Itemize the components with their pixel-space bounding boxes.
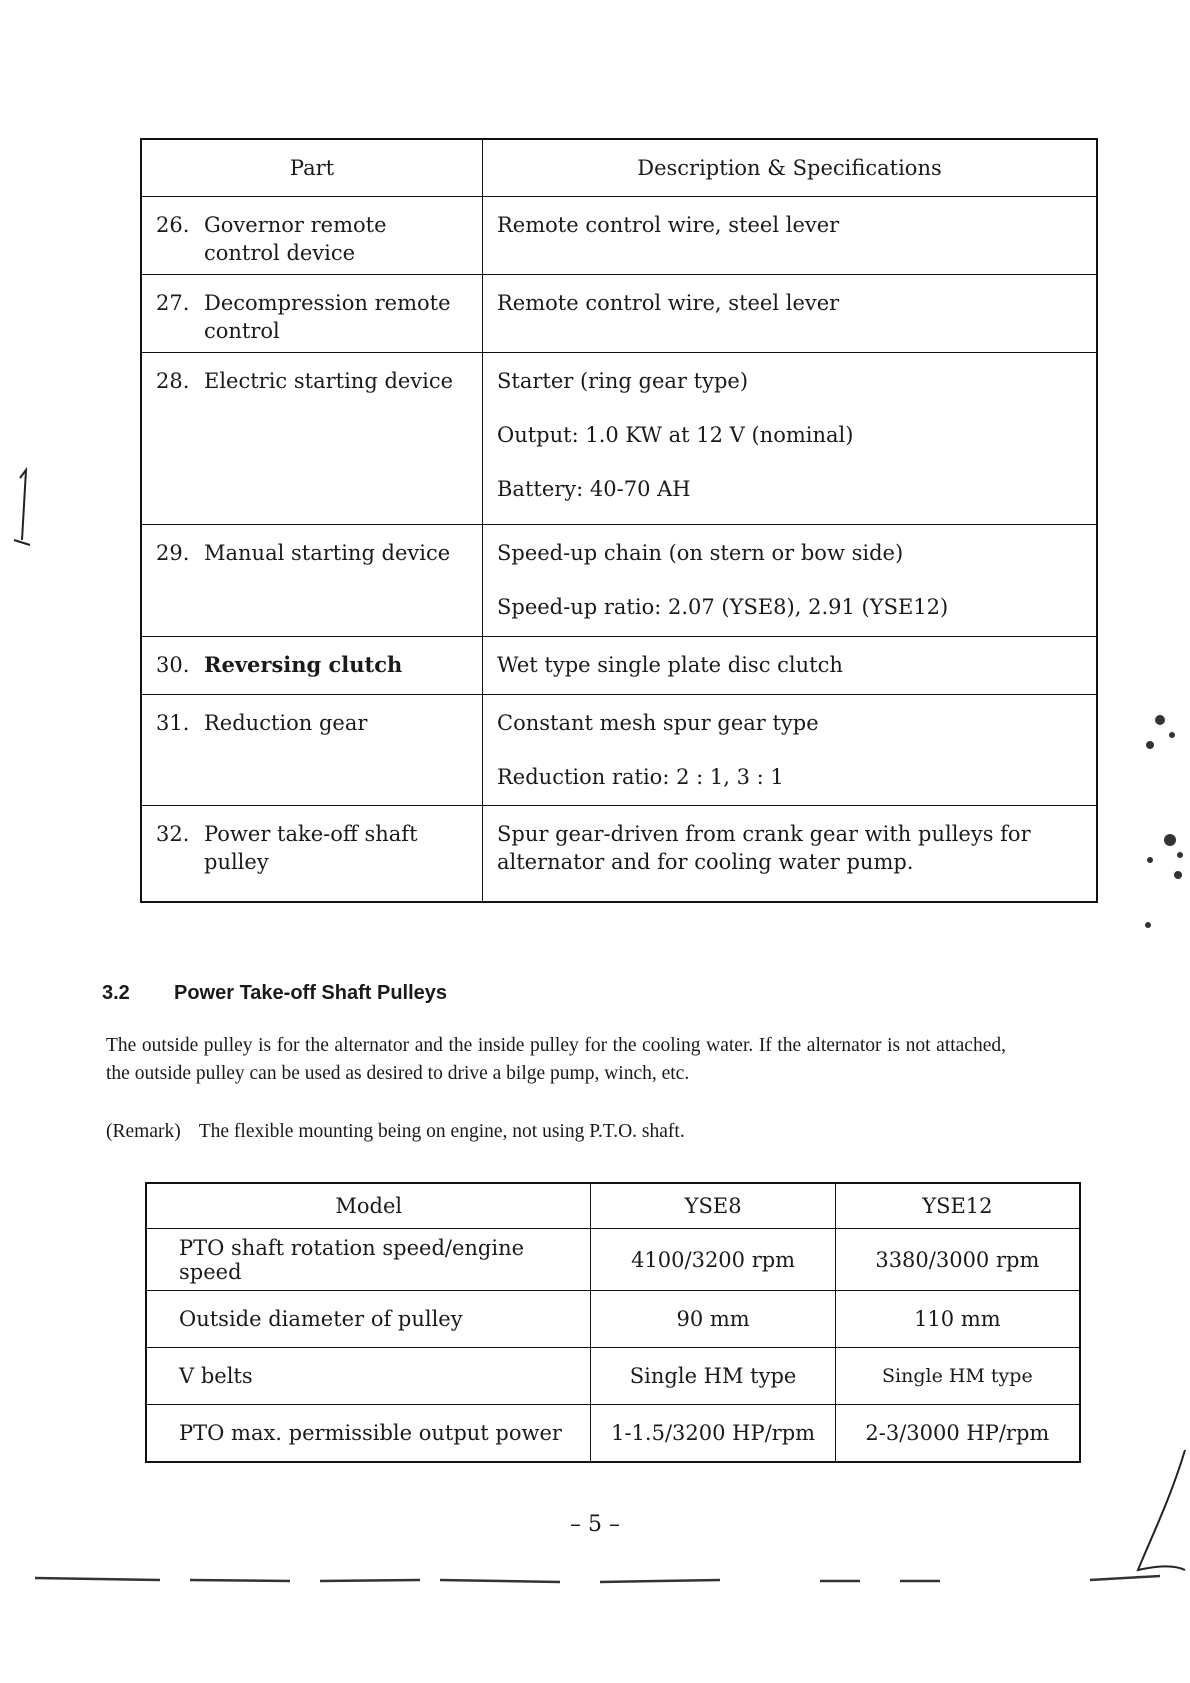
pto-row-label: V belts — [146, 1348, 591, 1405]
desc-cell: Constant mesh spur gear type Reduction ratio: 2 : 1, 3 : 1 — [483, 695, 1098, 806]
remark-line — [106, 1118, 1006, 1146]
part-cell: 32. Power take-off shaft pulley — [141, 806, 483, 902]
remark-text: The flexible mounting being on engine, not using P.T.O. shaft. — [198, 1121, 685, 1142]
header-model: Model — [146, 1183, 591, 1229]
margin-scribble — [14, 470, 30, 545]
part-cell: 30. Reversing clutch — [141, 637, 483, 695]
specification-table — [140, 138, 1098, 903]
spec-row-30 — [141, 637, 1097, 695]
pto-value-yse8: 90 mm — [591, 1291, 835, 1348]
pto-row-max-output — [146, 1405, 1080, 1463]
spec-row-31 — [141, 695, 1097, 806]
bottom-scan-line — [35, 1576, 1160, 1582]
pto-value-yse12: 110 mm — [835, 1291, 1080, 1348]
part-cell: 31. Reduction gear — [141, 695, 483, 806]
section-heading — [102, 982, 447, 1005]
pto-value-yse8: 4100/3200 rpm — [591, 1229, 835, 1291]
desc-cell: Starter (ring gear type) Output: 1.0 KW at 12 V (nominal) Battery: 40-70 AH — [483, 353, 1098, 525]
section-title: Power Take-off Shaft Pulleys — [174, 982, 448, 1004]
pto-row-v-belts — [146, 1348, 1080, 1405]
header-part: Part — [141, 139, 483, 197]
header-yse8: YSE8 — [591, 1183, 835, 1229]
spec-row-28 — [141, 353, 1097, 525]
spec-row-29 — [141, 525, 1097, 637]
page-number: – 5 – — [570, 1512, 620, 1537]
desc-cell: Speed-up chain (on stern or bow side) Speed-up ratio: 2.07 (YSE8), 2.91 (YSE12) — [483, 525, 1098, 637]
spec-table-header — [141, 139, 1097, 197]
desc-cell: Spur gear-driven from crank gear with pulleys for alternator and for cooling water pump. — [483, 806, 1098, 902]
part-cell: 27. Decompression remote control — [141, 275, 483, 353]
pto-table-header — [146, 1183, 1080, 1229]
pto-value-yse12: 3380/3000 rpm — [835, 1229, 1080, 1291]
header-yse12: YSE12 — [835, 1183, 1080, 1229]
pto-row-label: PTO max. permissible output power — [146, 1405, 591, 1463]
section-number: 3.2 — [102, 982, 130, 1004]
pto-value-yse12: 2-3/3000 HP/rpm — [835, 1405, 1080, 1463]
part-cell: 26. Governor remote control device — [141, 197, 483, 275]
spec-row-27 — [141, 275, 1097, 353]
remark-label: (Remark) — [106, 1121, 181, 1142]
spec-row-32 — [141, 806, 1097, 902]
pto-pulley-table — [145, 1182, 1081, 1463]
section-paragraph: The outside pulley is for the alternator and the inside pulley for the cooling water. If the alternator is not attached, the outside pulley can be used as desired to drive a bilge pump, winch, etc. — [106, 1035, 1006, 1084]
desc-cell: Remote control wire, steel lever — [483, 275, 1098, 353]
part-cell: 28. Electric starting device — [141, 353, 483, 525]
desc-cell: Remote control wire, steel lever — [483, 197, 1098, 275]
pto-value-yse8: 1-1.5/3200 HP/rpm — [591, 1405, 835, 1463]
corner-scribble — [1138, 1450, 1185, 1570]
pto-value-yse8: Single HM type — [591, 1348, 835, 1405]
desc-cell: Wet type single plate disc clutch — [483, 637, 1098, 695]
pto-value-yse12: Single HM type — [835, 1348, 1080, 1405]
pto-row-pulley-diameter — [146, 1291, 1080, 1348]
pto-row-label: Outside diameter of pulley — [146, 1291, 591, 1348]
pto-row-label: PTO shaft rotation speed/engine speed — [146, 1229, 591, 1291]
spec-row-26 — [141, 197, 1097, 275]
pto-row-rotation-speed — [146, 1229, 1080, 1291]
ink-smudge — [1145, 715, 1183, 928]
part-cell: 29. Manual starting device — [141, 525, 483, 637]
header-description: Description & Specifications — [483, 139, 1098, 197]
